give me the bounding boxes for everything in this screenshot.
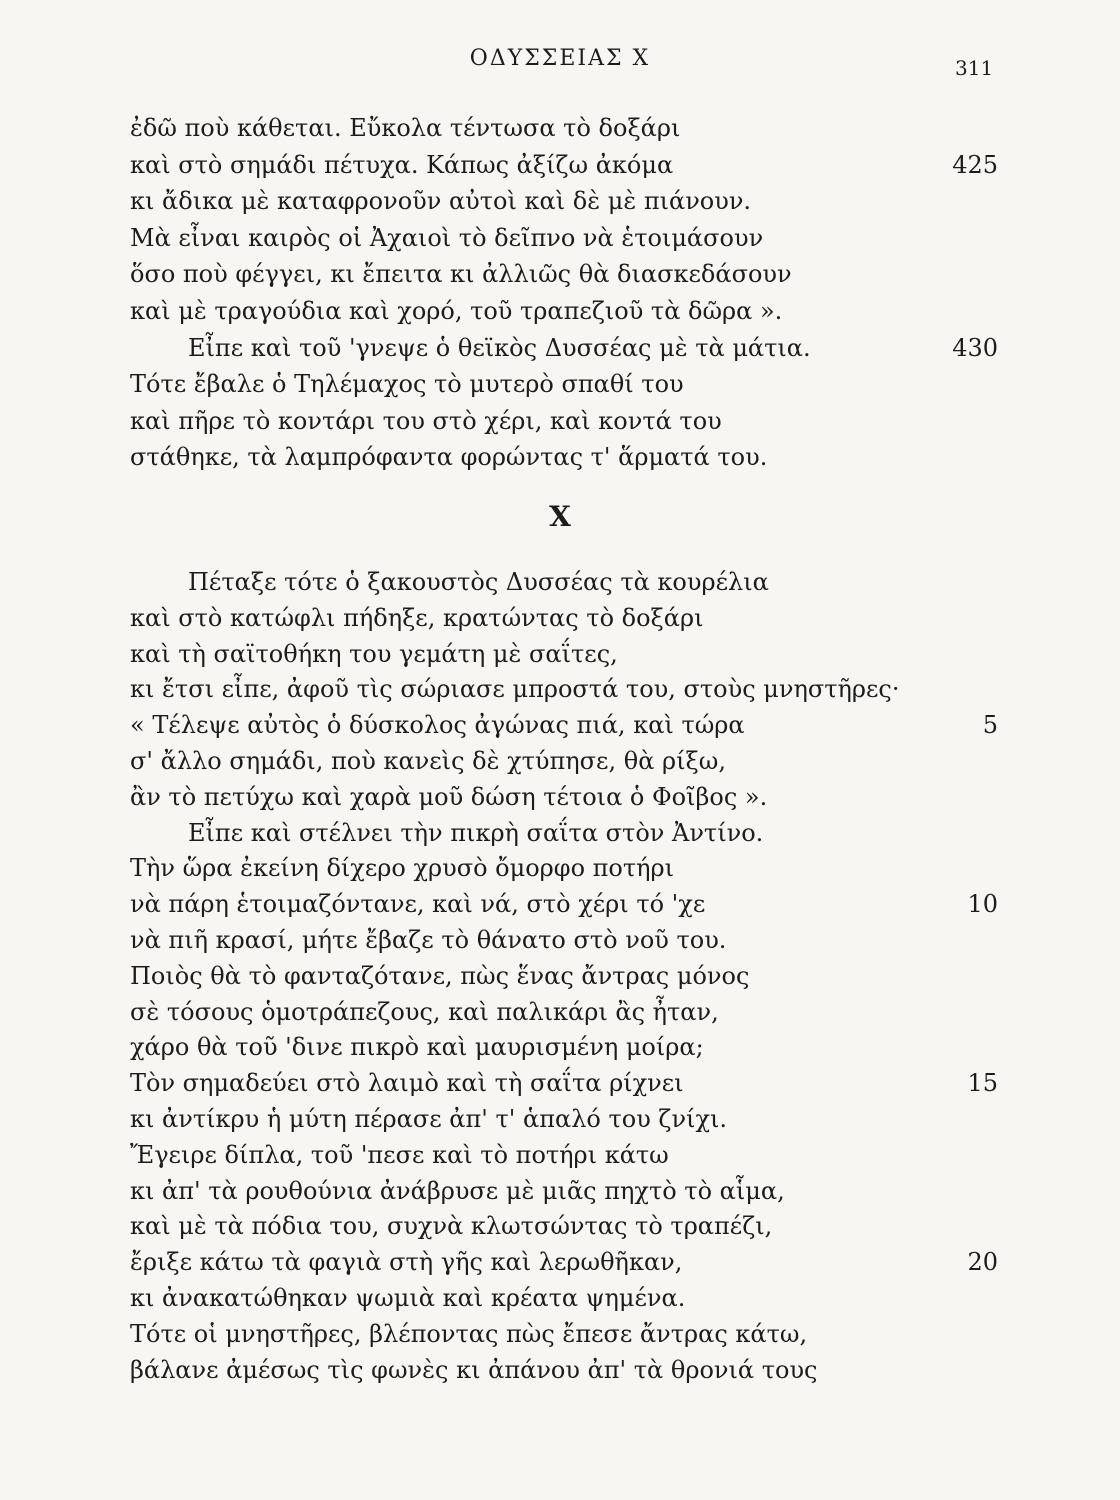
verse-line: καὶ μὲ τραγούδια καὶ χορό, τοῦ τραπεζιοῦ τὰ δῶρα ». xyxy=(130,297,783,325)
verse-line: χάρο θὰ τοῦ 'δινε πικρὸ καὶ μαυρισμένη μοίρα; xyxy=(130,1033,704,1062)
verse-line: Εἶπε καὶ τοῦ 'γνεψε ὁ θεϊκὸς Δυσσέας μὲ τὰ μάτια. xyxy=(188,333,811,362)
verse-line: Μὰ εἶναι καιρὸς οἱ Ἀχαιοὶ τὸ δεῖπνο νὰ ἑτοιμάσουν xyxy=(130,223,764,252)
verse-line: κι ἔτσι εἶπε, ἀφοῦ τὶς σώριασε μπροστά του, στοὺς μνηστῆρες· xyxy=(130,675,900,704)
verse-line: Τότε οἱ μνηστῆρες, βλέποντας πὼς ἔπεσε ἄντρας κάτω, xyxy=(130,1319,808,1348)
verse-line: ὅσο ποὺ φέγγει, κι ἔπειτα κι ἀλλιῶς θὰ διασκεδάσουν xyxy=(130,260,792,289)
verse-line: Τὸν σημαδεύει στὸ λαιμὸ καὶ τὴ σαΐτα ρίχνει xyxy=(130,1069,684,1098)
line-number: 5 xyxy=(982,711,998,740)
verse-line: κι ἀπ' τὰ ρουθούνια ἀνάβρυσε μὲ μιᾶς πηχτὸ τὸ αἷμα, xyxy=(130,1176,785,1205)
verse-line: στάθηκε, τὰ λαμπρόφαντα φορώντας τ' ἅρματά του. xyxy=(130,443,768,472)
line-number: 10 xyxy=(967,890,998,919)
section-heading: Χ xyxy=(549,500,571,533)
verse-line: νὰ πάρη ἑτοιμαζόντανε, καὶ νά, στὸ χέρι τό 'χε xyxy=(130,890,706,919)
verse-line: σ' ἄλλο σημάδι, ποὺ κανεὶς δὲ χτύπησε, θὰ ρίξω, xyxy=(130,747,726,775)
verse-line: καὶ πῆρε τὸ κοντάρι του στὸ χέρι, καὶ κοντά του xyxy=(130,406,722,435)
verse-line: κι ἀντίκρυ ἡ μύτη πέρασε ἀπ' τ' ἁπαλό του ζνίχι. xyxy=(130,1105,728,1133)
verse-line: Ποιὸς θὰ τὸ φανταζότανε, πὼς ἕνας ἄντρας μόνος xyxy=(130,961,750,990)
verse-line: ἂν τὸ πετύχω καὶ χαρὰ μοῦ δώση τέτοια ὁ Φοῖβος ». xyxy=(130,782,768,811)
verse-line: κι ἄδικα μὲ καταφρονοῦν αὐτοὶ καὶ δὲ μὲ πιάνουν. xyxy=(130,187,752,216)
page-number: 311 xyxy=(955,56,994,80)
verse-line: βάλανε ἀμέσως τὶς φωνὲς κι ἀπάνου ἀπ' τὰ θρονιά τους xyxy=(130,1355,818,1384)
verse-line: καὶ μὲ τὰ πόδια του, συχνὰ κλωτσώντας τὸ τραπέζι, xyxy=(130,1212,773,1241)
verse-line: ἐδῶ ποὺ κάθεται. Εὔκολα τέντωσα τὸ δοξάρι xyxy=(130,114,681,142)
line-number: 430 xyxy=(952,333,998,362)
verse-line: Πέταξε τότε ὁ ξακουστὸς Δυσσέας τὰ κουρέλια xyxy=(188,568,769,596)
verse-line: Τὴν ὥρα ἐκείνη δίχερο χρυσὸ ὄμορφο ποτήρι xyxy=(130,854,675,883)
line-number: 20 xyxy=(967,1248,998,1277)
verse-line: κι ἀνακατώθηκαν ψωμιὰ καὶ κρέατα ψημένα. xyxy=(130,1284,686,1312)
line-number: 425 xyxy=(952,150,998,179)
verse-line: καὶ τὴ σαϊτοθήκη του γεμάτη μὲ σαΐτες, xyxy=(130,639,618,668)
verse-line: καὶ στὸ κατώφλι πήδηξε, κρατώντας τὸ δοξάρι xyxy=(130,603,704,632)
verse-line: Τότε ἔβαλε ὁ Τηλέμαχος τὸ μυτερὸ σπαθί του xyxy=(130,370,684,399)
verse-line: Ἔγειρε δίπλα, τοῦ 'πεσε καὶ τὸ ποτήρι κάτω xyxy=(130,1140,669,1169)
verse-line: καὶ στὸ σημάδι πέτυχα. Κάπως ἀξίζω ἀκόμα xyxy=(130,150,674,179)
verse-line: Εἶπε καὶ στέλνει τὴν πικρὴ σαΐτα στὸν Ἀντίνο. xyxy=(188,818,764,847)
verse-line: ἔριξε κάτω τὰ φαγιὰ στὴ γῆς καὶ λερωθῆκαν, xyxy=(130,1248,683,1277)
line-number: 15 xyxy=(967,1069,998,1098)
running-head: ΟΔΥΣΣΕΙΑΣ Χ xyxy=(469,46,651,71)
verse-line: σὲ τόσους ὁμοτράπεζους, καὶ παλικάρι ἂς ἦταν, xyxy=(130,997,719,1026)
verse-line: νὰ πιῆ κρασί, μήτε ἔβαζε τὸ θάνατο στὸ νοῦ του. xyxy=(130,926,727,954)
verse-line: « Τέλεψε αὐτὸς ὁ δύσκολος ἀγώνας πιά, καὶ τώρα xyxy=(130,711,745,740)
